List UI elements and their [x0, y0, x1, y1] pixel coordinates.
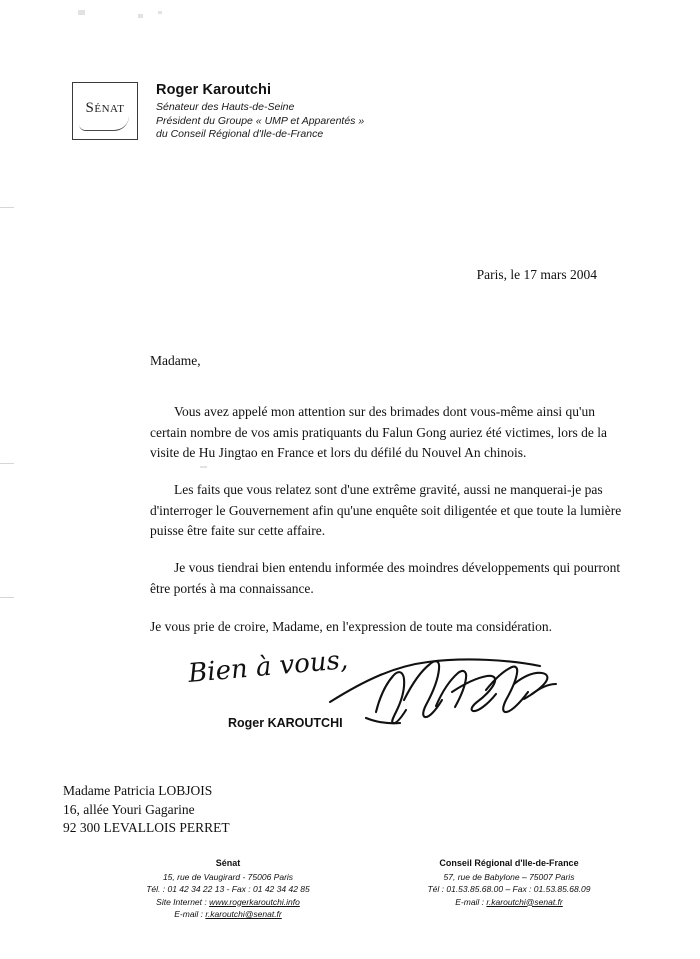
footer-website-label: Site Internet : — [156, 896, 210, 907]
senate-emblem-icon — [72, 82, 138, 140]
signature-block — [180, 640, 570, 750]
footer — [60, 857, 652, 921]
recipient-line: 92 300 LEVALLOIS PERRET — [63, 820, 230, 835]
footer-address: 57, rue de Babylone – 75007 Paris — [443, 871, 575, 882]
handwritten-greeting: Bien à vous, — [186, 645, 350, 689]
footer-email-label: E-mail : — [174, 909, 206, 919]
scan-edge-mark-icon — [0, 463, 14, 464]
scan-edge-mark-icon — [0, 597, 14, 598]
footer-region-block — [384, 857, 634, 921]
recipient-address — [63, 782, 230, 838]
scan-speck-icon — [158, 11, 162, 14]
sender-title-line: Président du Groupe « UMP et Apparentés » — [156, 114, 365, 127]
footer-email-link[interactable]: r.karoutchi@senat.fr — [205, 909, 282, 919]
recipient-line: Madame Patricia LOBJOIS — [63, 783, 213, 798]
date-line: Paris, le 17 mars 2004 — [476, 267, 597, 282]
sender-name: Roger Karoutchi — [156, 82, 272, 98]
sender-title-line: Sénateur des Hauts-de-Seine — [156, 101, 295, 113]
footer-email-link[interactable]: r.karoutchi@senat.fr — [486, 896, 563, 907]
handwritten-signature-icon — [180, 640, 570, 750]
scan-speck-icon — [138, 14, 143, 18]
footer-senate-block — [98, 857, 358, 921]
letterhead-text — [156, 82, 364, 142]
footer-website-row — [98, 896, 358, 909]
recipient-line: 16, allée Youri Gagarine — [63, 801, 195, 817]
senate-emblem-label: Sénat — [85, 100, 125, 116]
sender-titles — [156, 101, 364, 142]
footer-phone: Tél : 01.53.85.68.00 – Fax : 01.53.85.68.09 — [427, 884, 591, 894]
body-paragraph: Vous avez appelé mon attention sur des brimades dont vous-même ainsi qu'un certain nombre de vos amis pratiquants du Falun Gong auriez été victimes, lors de la visite de Hu Jingtao en France et lors du défilé du Nouvel An chinois. — [150, 404, 607, 460]
signatory-name: Roger KAROUTCHI — [228, 716, 343, 730]
footer-address: 15, rue de Vaugirard - 75006 Paris — [162, 871, 294, 882]
senate-emblem-swoosh-icon — [79, 116, 129, 131]
footer-title: Sénat — [215, 858, 241, 868]
sender-title-line: du Conseil Régional d'Ile-de-France — [156, 128, 324, 140]
salutation: Madame, — [150, 353, 201, 368]
footer-email-row — [98, 908, 358, 921]
scan-speck-icon — [78, 10, 85, 15]
footer-email-row — [384, 896, 634, 909]
footer-email-label: E-mail : — [455, 896, 487, 907]
body-paragraph: Les faits que vous relatez sont d'une extrême gravité, aussi ne manquerai-je pas d'interroger le Gouvernement afin qu'une enquête soit diligentée et que toute la lumière puisse être faite sur cette affaire. — [150, 482, 622, 538]
footer-website-link[interactable]: www.rogerkaroutchi.info — [209, 896, 300, 907]
letterhead — [72, 82, 364, 142]
footer-phone: Tél. : 01 42 34 22 13 - Fax : 01 42 34 42 85 — [146, 884, 310, 894]
scan-edge-mark-icon — [0, 207, 14, 208]
body-paragraph: Je vous prie de croire, Madame, en l'expression de toute ma considération. — [150, 619, 553, 634]
scan-speck-icon — [200, 466, 207, 468]
body-paragraph: Je vous tiendrai bien entendu informée des moindres développements qui pourront être portés à ma connaissance. — [150, 560, 621, 596]
footer-title: Conseil Régional d'Ile-de-France — [439, 858, 579, 868]
